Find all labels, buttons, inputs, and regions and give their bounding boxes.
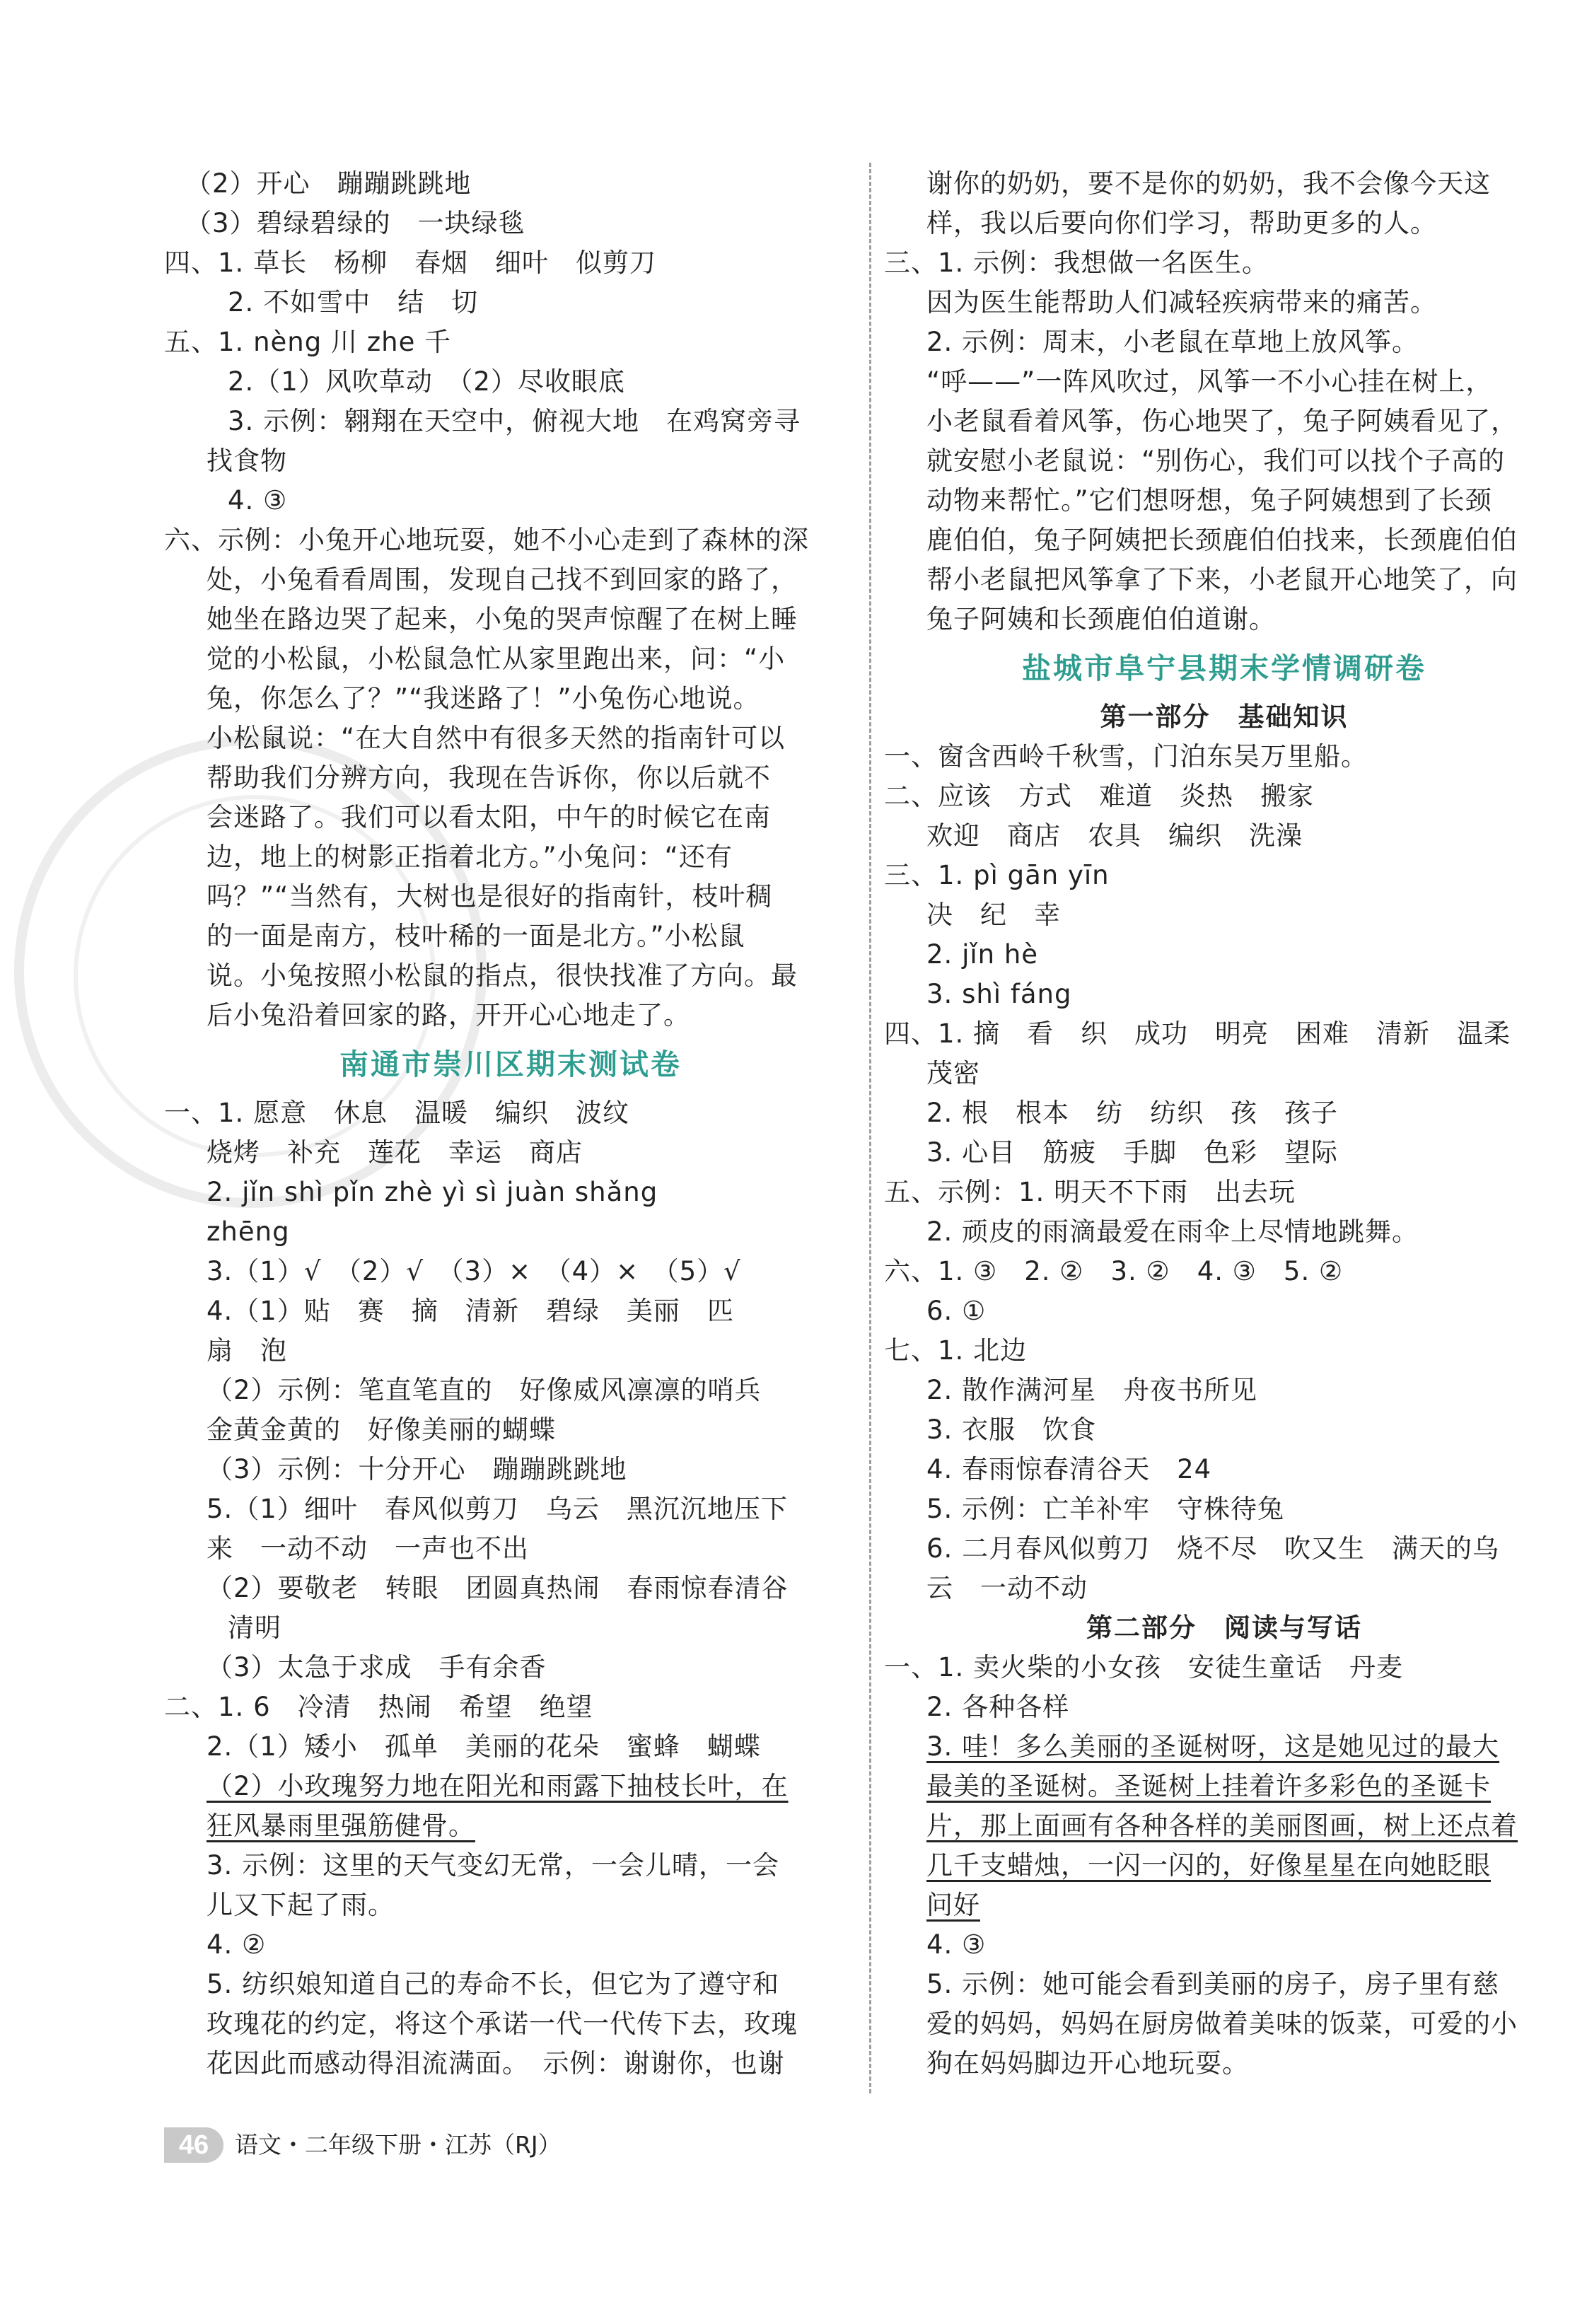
answer-text: 处，小兔看看周围，发现自己找不到回家的路了， (207, 564, 798, 595)
answer-text: 一、1. 愿意 休息 温暖 编织 波纹 (164, 1098, 630, 1128)
answer-text: 说。小兔按照小松鼠的指点，很快找准了方向。最 (207, 960, 798, 991)
answer-text: 3. 示例：这里的天气变幻无常，一会儿晴，一会 (207, 1850, 780, 1881)
answer-line (884, 1212, 1564, 1252)
answer-line (884, 1529, 1564, 1569)
answer-text: （2）要敬老 转眼 团圆真热闹 春雨惊春清谷 (207, 1573, 789, 1603)
answer-line (164, 1489, 857, 1529)
answer-line (884, 164, 1564, 204)
answer-text: 狂风暴雨里强筋健骨。 (207, 1811, 475, 1841)
answer-text: 4. 春雨惊春清谷天 24 (926, 1454, 1212, 1485)
answer-text: 6. 二月春风似剪刀 烧不尽 吹又生 满天的乌 (926, 1533, 1500, 1564)
answer-text: 她坐在路边哭了起来，小兔的哭声惊醒了在树上睡 (207, 604, 798, 634)
answer-text: 的一面是南方，枝叶稀的一面是北方。”小松鼠 (207, 921, 745, 951)
answer-line (164, 1687, 857, 1727)
answer-line (884, 895, 1564, 935)
answer-line (164, 679, 857, 719)
answer-line (884, 1569, 1564, 1608)
answer-text: （3）示例：十分开心 蹦蹦跳跳地 (207, 1454, 627, 1485)
answer-line (164, 1173, 857, 1212)
answer-line (164, 1133, 857, 1173)
answer-text: 玫瑰花的约定，将这个承诺一代一代传下去，玫瑰 (207, 2009, 798, 2039)
answer-line (884, 1331, 1564, 1371)
answer-line (884, 737, 1564, 777)
answer-line (884, 1489, 1564, 1529)
answer-line (884, 1806, 1564, 1846)
answer-line (164, 1331, 857, 1371)
answer-text: 鹿伯伯，兔子阿姨把长颈鹿伯伯找来，长颈鹿伯伯 (926, 525, 1518, 555)
answer-line (164, 1886, 857, 1925)
answer-line (884, 975, 1564, 1014)
answer-line (164, 956, 857, 996)
answer-line (164, 2004, 857, 2044)
answer-text: 边，地上的树影正指着北方。”小兔问：“还有 (207, 842, 733, 872)
answer-line (884, 204, 1564, 243)
answer-text: 一、1. 卖火柴的小女孩 安徒生童话 丹麦 (884, 1652, 1404, 1683)
answer-line (164, 441, 857, 481)
answer-line (164, 1450, 857, 1489)
answer-line (884, 1291, 1564, 1331)
answer-line (884, 1173, 1564, 1212)
answer-line (164, 996, 857, 1035)
answer-text: （2）开心 蹦蹦跳跳地 (185, 168, 472, 199)
answer-text: 小老鼠看着风筝，伤心地哭了，兔子阿姨看见了， (926, 406, 1518, 436)
answer-line (884, 1450, 1564, 1489)
answer-text: 4. ② (207, 1929, 267, 1960)
answer-line (884, 243, 1564, 283)
answer-text: 爱的妈妈，妈妈在厨房做着美味的饭菜，可爱的小 (926, 2009, 1518, 2039)
answer-text: 2. 各种各样 (926, 1692, 1070, 1722)
answer-text: 五、1. nèng 川 zhe 千 (164, 327, 452, 357)
answer-line (164, 1410, 857, 1450)
answer-line (164, 560, 857, 600)
answer-line (164, 758, 857, 798)
answer-text: 扇 泡 (207, 1335, 287, 1366)
answer-text: 七、1. 北边 (884, 1335, 1028, 1366)
answer-text: 5. 示例：她可能会看到美丽的房子，房子里有慈 (926, 1969, 1500, 1999)
page-number: 46 (164, 2127, 223, 2163)
answer-line (164, 243, 857, 283)
answer-text: 动物来帮忙。”它们想呀想，兔子阿姨想到了长颈 (926, 485, 1492, 516)
answer-text: 一、窗含西岭千秋雪，门泊东吴万里船。 (884, 741, 1368, 772)
answer-text: 问好 (926, 1890, 980, 1920)
answer-text: “呼——”一阵风吹过，风筝一不小心挂在树上， (926, 366, 1493, 397)
answer-text: 欢迎 商店 农具 编织 洗澡 (926, 820, 1303, 851)
answer-text: 4. ③ (228, 485, 288, 516)
answer-text: 六、1. ③ 2. ② 3. ② 4. ③ 5. ② (884, 1256, 1344, 1286)
answer-line (884, 1133, 1564, 1173)
answer-text: zhēng (207, 1216, 290, 1247)
answer-text: 就安慰小老鼠说：“别伤心，我们可以找个子高的 (926, 446, 1506, 476)
answer-line (164, 481, 857, 521)
answer-line (884, 1886, 1564, 1925)
answer-line (884, 2004, 1564, 2044)
answer-line (164, 521, 857, 560)
answer-text: 帮助我们分辨方向，我现在告诉你，你以后就不 (207, 762, 771, 793)
answer-line (164, 1608, 857, 1648)
answer-line (884, 935, 1564, 975)
answer-text: 帮小老鼠把风筝拿了下来，小老鼠开心地笑了，向 (926, 564, 1518, 595)
answer-text: 2. 顽皮的雨滴最爱在雨伞上尽情地跳舞。 (926, 1216, 1419, 1247)
answer-text: 样，我以后要向你们学习，帮助更多的人。 (926, 208, 1437, 238)
answer-line (164, 204, 857, 243)
answer-line (884, 521, 1564, 560)
answer-line (164, 1806, 857, 1846)
answer-line (164, 2044, 857, 2084)
answer-line (884, 816, 1564, 856)
answer-text: 5. 纺织娘知道自己的寿命不长，但它为了遵守和 (207, 1969, 780, 1999)
answer-line (164, 362, 857, 402)
answer-text: 2. 根 根本 纺 纺织 孩 孩子 (926, 1098, 1339, 1128)
answer-text: 狗在妈妈脚边开心地玩耍。 (926, 2048, 1249, 2079)
section-title: 南通市崇川区期末测试卷 (339, 1047, 682, 1081)
answer-text: 花因此而感动得泪流满面。 示例：谢谢你，也谢 (207, 2048, 785, 2079)
answer-line (164, 917, 857, 956)
answer-text: 4. ③ (926, 1929, 987, 1960)
answer-text: 儿又下起了雨。 (207, 1890, 395, 1920)
answer-text: 云 一动不动 (926, 1573, 1088, 1603)
answer-text: 后小兔沿着回家的路，开开心心地走了。 (207, 1000, 690, 1030)
answer-text: 二、1. 6 冷清 热闹 希望 绝望 (164, 1692, 593, 1722)
answer-text: 二、应该 方式 难道 炎热 搬家 (884, 781, 1314, 811)
answer-text: 三、1. 示例：我想做一名医生。 (884, 248, 1269, 278)
answer-line (884, 362, 1564, 402)
answer-text: 兔子阿姨和长颈鹿伯伯道谢。 (926, 604, 1276, 634)
answer-line (884, 1846, 1564, 1886)
answer-line (164, 600, 857, 639)
answer-line (164, 1093, 857, 1133)
answer-line (884, 1410, 1564, 1450)
answer-line (884, 777, 1564, 816)
answer-line (164, 1529, 857, 1569)
answer-text: 烧烤 补充 莲花 幸运 商店 (207, 1137, 583, 1168)
answer-text: 谢你的奶奶，要不是你的奶奶，我不会像今天这 (926, 168, 1491, 199)
answer-text: 4.（1）贴 赛 摘 清新 碧绿 美丽 匹 (207, 1296, 734, 1326)
answer-line (164, 877, 857, 917)
answer-text: 四、1. 草长 杨柳 春烟 细叶 似剪刀 (164, 248, 657, 278)
answer-line (164, 402, 857, 441)
answer-line (884, 283, 1564, 323)
answer-text: 2. jǐn hè (926, 939, 1039, 970)
answer-line (884, 1687, 1564, 1727)
answer-line (884, 1965, 1564, 2004)
answer-line (164, 1727, 857, 1767)
answer-line (164, 798, 857, 837)
answer-text: （3）碧绿碧绿的 一块绿毯 (185, 208, 525, 238)
answer-text: 会迷路了。我们可以看太阳，中午的时候它在南 (207, 802, 771, 832)
column-divider (869, 163, 871, 2093)
left-column (164, 164, 857, 2084)
answer-text: 三、1. pì gān yīn (884, 860, 1110, 890)
answer-text: 3. 心目 筋疲 手脚 色彩 望际 (926, 1137, 1339, 1168)
answer-line (164, 1965, 857, 2004)
answer-text: 2.（1）风吹草动 （2）尽收眼底 (228, 366, 625, 397)
answer-line (884, 1371, 1564, 1410)
answer-text: 兔，你怎么了？”“我迷路了！”小兔伤心地说。 (207, 683, 760, 714)
answer-text: 六、示例：小兔开心地玩耍，她不小心走到了森林的深 (164, 525, 809, 555)
answer-text: 片，那上面画有各种各样的美丽图画，树上还点着 (926, 1811, 1518, 1841)
answer-line (164, 1648, 857, 1687)
answer-text: 几千支蜡烛，一闪一闪的，好像星星在向她眨眼 (926, 1850, 1491, 1881)
part-title: 第二部分 阅读与写话 (1086, 1613, 1362, 1643)
answer-text: 小松鼠说：“在大自然中有很多天然的指南针可以 (207, 723, 786, 753)
answer-text: 2. jǐn shì pǐn zhè yì sì juàn shǎng (207, 1177, 658, 1207)
answer-line (884, 1252, 1564, 1291)
answer-text: 2. 示例：周末，小老鼠在草地上放风筝。 (926, 327, 1419, 357)
answer-text: （3）太急于求成 手有余香 (207, 1652, 547, 1683)
answer-text: （2）小玫瑰努力地在阳光和雨露下抽枝长叶，在 (207, 1771, 789, 1801)
right-column (884, 164, 1564, 2084)
answer-text: 决 纪 幸 (926, 900, 1061, 930)
answer-line (884, 560, 1564, 600)
answer-line (164, 1212, 857, 1252)
answer-text: 四、1. 摘 看 织 成功 明亮 困难 清新 温柔 (884, 1018, 1511, 1049)
answer-text: 3.（1）√ （2）√ （3）× （4）× （5）√ (207, 1256, 741, 1286)
answer-line (164, 1569, 857, 1608)
answer-text: 2. 不如雪中 结 切 (228, 287, 479, 318)
answer-line (164, 837, 857, 877)
answer-text: 来 一动不动 一声也不出 (207, 1533, 529, 1564)
answer-line (164, 639, 857, 679)
answer-line (164, 1252, 857, 1291)
part-title: 第一部分 基础知识 (1100, 702, 1349, 732)
answer-text: 5.（1）细叶 春风似剪刀 乌云 黑沉沉地压下 (207, 1494, 788, 1524)
answer-text: 因为医生能帮助人们减轻疾病带来的痛苦。 (926, 287, 1437, 318)
answer-line (164, 1767, 857, 1806)
answer-text: 3. 示例：翱翔在天空中，俯视大地 在鸡窝旁寻 (228, 406, 801, 436)
answer-line (884, 856, 1564, 895)
answer-text: 2.（1）矮小 孤单 美丽的花朵 蜜蜂 蝴蝶 (207, 1731, 761, 1762)
answer-line (884, 1014, 1564, 1054)
answer-text: 3. shì fáng (926, 979, 1072, 1009)
answer-line (884, 1648, 1564, 1687)
answer-line (884, 1925, 1564, 1965)
answer-line (164, 1846, 857, 1886)
answer-text: 清明 (228, 1613, 281, 1643)
answer-line (164, 164, 857, 204)
answer-line (884, 2044, 1564, 2084)
answer-line (164, 1371, 857, 1410)
answer-line (884, 441, 1564, 481)
footer-label: 语文・二年级下册・江苏（RJ） (235, 2131, 562, 2159)
answer-line (884, 402, 1564, 441)
answer-line (884, 1727, 1564, 1767)
answer-text: 五、示例：1. 明天不下雨 出去玩 (884, 1177, 1296, 1207)
answer-text: （2）示例：笔直笔直的 好像威风凛凛的哨兵 (207, 1375, 762, 1405)
answer-text: 茂密 (926, 1058, 980, 1088)
answer-line (884, 1767, 1564, 1806)
answer-line (164, 1291, 857, 1331)
answer-line (164, 283, 857, 323)
answer-text: 2. 散作满河星 舟夜书所见 (926, 1375, 1258, 1405)
answer-line (884, 481, 1564, 521)
answer-text: 金黄金黄的 好像美丽的蝴蝶 (207, 1414, 556, 1445)
answer-text: 3. 哇！多么美丽的圣诞树呀，这是她见过的最大 (926, 1731, 1500, 1762)
answer-text: 觉的小松鼠，小松鼠急忙从家里跑出来，问：“小 (207, 644, 786, 674)
answer-text: 6. ① (926, 1296, 987, 1326)
answer-text: 最美的圣诞树。圣诞树上挂着许多彩色的圣诞卡 (926, 1771, 1491, 1801)
answer-text: 吗？”“当然有，大树也是很好的指南针，枝叶稠 (207, 881, 773, 912)
answer-line (164, 323, 857, 362)
answer-line (884, 1093, 1564, 1133)
answer-line (164, 1925, 857, 1965)
answer-text: 找食物 (207, 446, 287, 476)
answer-line (164, 719, 857, 758)
answer-text: 3. 衣服 饮食 (926, 1414, 1097, 1445)
answer-line (884, 1054, 1564, 1093)
answer-line (884, 323, 1564, 362)
answer-line (884, 600, 1564, 639)
section-title: 盐城市阜宁县期末学情调研卷 (1022, 651, 1426, 685)
answer-text: 5. 示例：亡羊补牢 守株待兔 (926, 1494, 1285, 1524)
